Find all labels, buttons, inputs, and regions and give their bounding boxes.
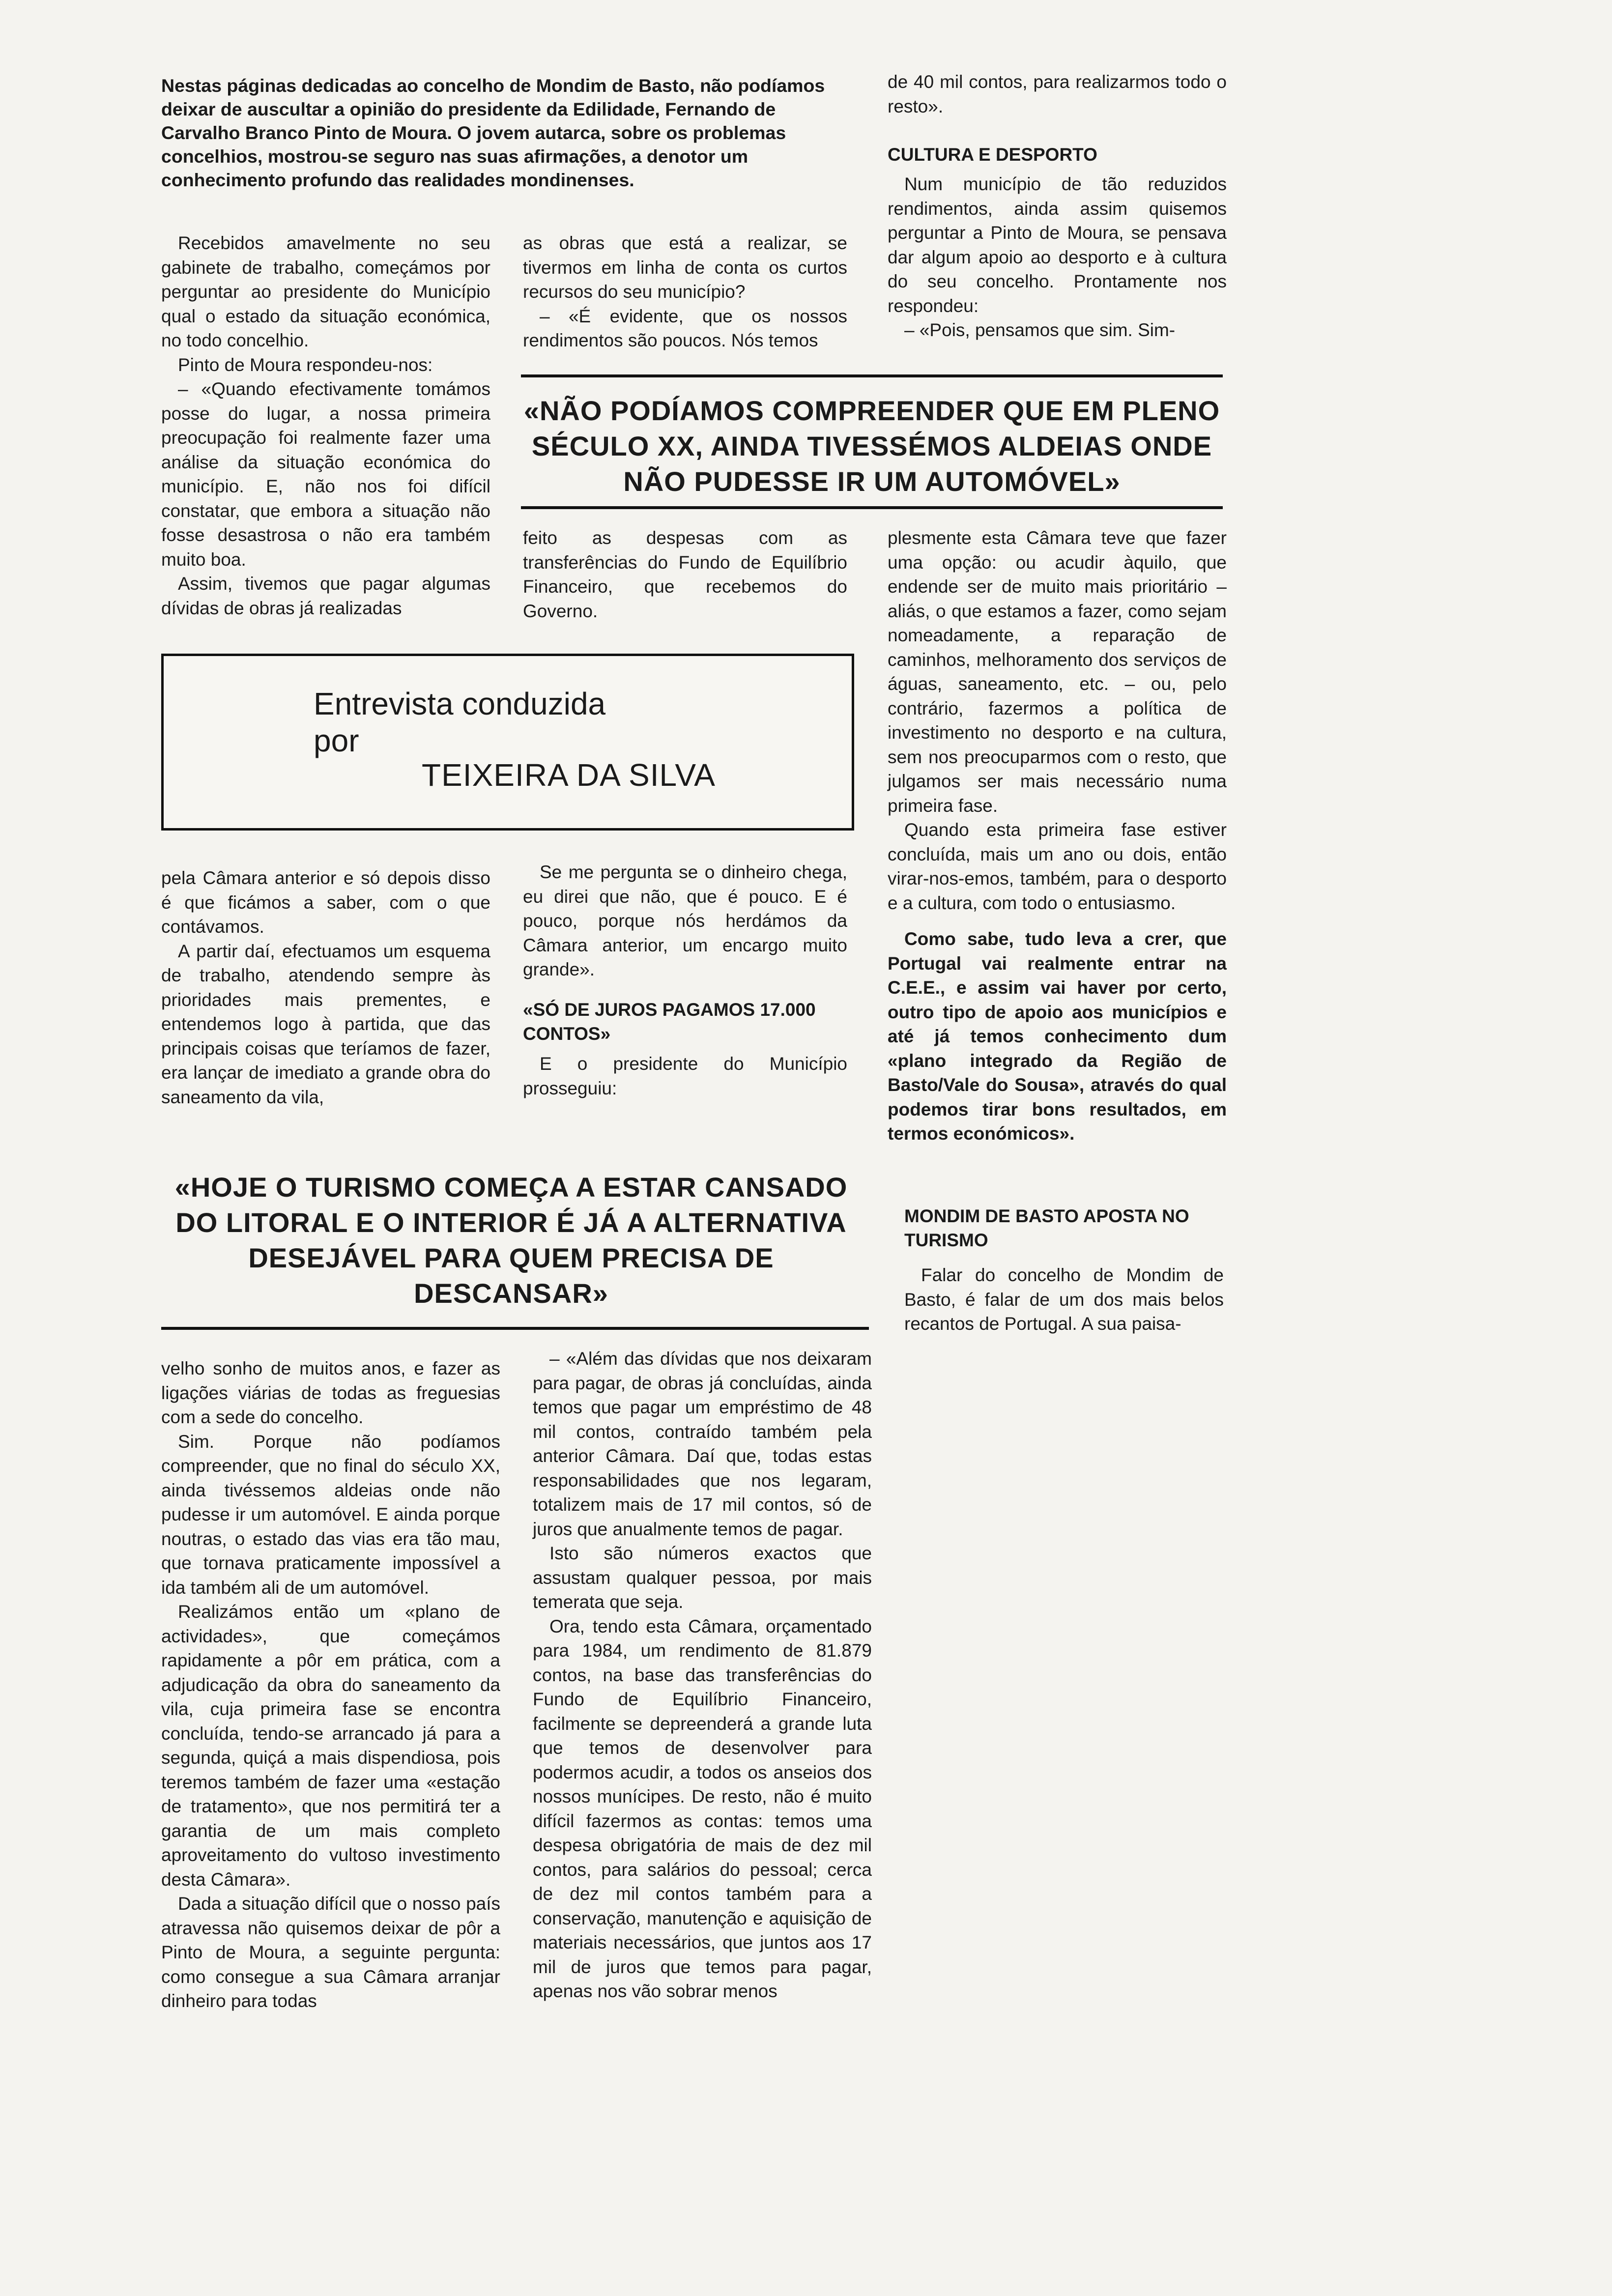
rule-bottom-quote-2 bbox=[161, 1327, 869, 1330]
column-3-cultura bbox=[888, 172, 1227, 343]
paragraph: – «Quando efectivamente tomámos posse do lugar, a nossa primeira preocupação foi realmente fazer uma análise da situação económica do município. E, não nos foi difícil constatar, que embora a situação não fosse desastrosa o não era também muito boa. bbox=[161, 379, 490, 570]
column-2-juros bbox=[523, 1052, 847, 1100]
pullquote-2: «HOJE O TURISMO COMEÇA A ESTAR CANSADO DO LITORAL E O INTERIOR É JÁ A ALTERNATIVA DESEJÁVEL PARA QUEM PRECISA DE DESCANSAR» bbox=[174, 1172, 848, 1309]
paragraph: plesmente esta Câmara teve que fazer uma opção: ou acudir àquilo, que endende ser de muito mais prioritário – aliás, o que estamos a fazer, como sejam nomeadamente, a reparação de caminhos, melhoramento dos serviços de águas, saneamento, etc. – ou, pelo contrário, fazermos a política de investimento no desporto e na cultura, sem nos preocuparmos com o resto, que julgamos ser mais necessário numa primeira fase. bbox=[888, 528, 1227, 816]
paragraph: Sim. Porque não podíamos compreender, que no final do século XX, ainda tivéssemos aldeias onde não pudesse ir um automóvel. E ainda porque noutras, o estado das vias era tão mau, que tornava praticamente impossível a ida também ali de um automóvel. bbox=[161, 1431, 500, 1598]
credit-author: TEIXEIRA DA SILVA bbox=[422, 757, 716, 793]
column-1-bottom bbox=[161, 1356, 500, 2013]
paragraph: feito as despesas com as transferências do Fundo de Equilíbrio Financeiro, que recebemos do Governo. bbox=[523, 528, 847, 621]
paragraph: – «Pois, pensamos que sim. Sim- bbox=[904, 320, 1176, 340]
rule-bottom-quote-1 bbox=[521, 506, 1223, 509]
subhead-juros bbox=[523, 998, 847, 1046]
column-2-bottom bbox=[533, 1347, 872, 2004]
paragraph: A partir daí, efectuamos um esquema de trabalho, atendendo sempre às prioridades mais prementes, e entendemos logo à partida, que das principais coisas que teríamos de fazer, era lançar de imediato a grande obra do saneamento da vila, bbox=[161, 941, 490, 1107]
pullquote-1: «NÃO PODÍAMOS COMPREENDER QUE EM PLENO SÉCULO XX, AINDA TIVESSÉMOS ALDEIAS ONDE NÃO PUDESSE IR UM AUTOMÓVEL» bbox=[523, 395, 1220, 497]
subhead-turismo bbox=[904, 1204, 1224, 1252]
credit-box bbox=[161, 654, 854, 831]
intro-lead: Nestas páginas dedicadas ao concelho de Mondim de Basto, não podíamos deixar de auscultar a opinião do presidente da Edilidade, Fernando de Carvalho Branco Pinto de Moura. O jovem autarca, sobre os problemas concelhios, mostrou-se seguro nas suas afirmações, a denotor um conhecimento profundo das realidades mondinenses. bbox=[161, 75, 825, 190]
paragraph: Realizámos então um «plano de actividades», que começámos rapidamente a pôr em prática, com a adjudicação da obra do saneamento da vila, cuja primeira fase se encontra concluída, tendo-se arrancado já para a segunda, quiçá a mais dispendiosa, pois teremos também de fazer uma «estação de tratamento», que nos permitirá ter a garantia de um mais completo aproveitamento do vultoso investimento desta Câmara». bbox=[161, 1602, 500, 1890]
paragraph: – «Além das dívidas que nos deixaram para pagar, de obras já concluídas, ainda temos que pagar um empréstimo de 48 mil contos, contraído também pela anterior Câmara. Daí que, todas estas responsabilidades que nos legaram, totalizem mais de 17 mil contos, só de juros que anualmente temos de pagar. bbox=[533, 1349, 872, 1539]
column-3-top bbox=[888, 70, 1227, 118]
column-1-top bbox=[161, 231, 490, 620]
paragraph: Quando esta primeira fase estiver concluída, mais um ano ou dois, então virar-nos-emos, também, para o desporto e a cultura, com todo o entusiasmo. bbox=[888, 820, 1227, 913]
rule-top-quote-1 bbox=[521, 374, 1223, 377]
paragraph: Como sabe, tudo leva a crer, que Portugal vai realmente entrar na C.E.E., e assim vai haver por certo, outro tipo de apoio aos municípios e até já temos conhecimento dum «plano integrado da Região de Basto/Vale do Sousa», através do qual podemos tirar bons resultados, em termos económicos». bbox=[888, 929, 1227, 1144]
paragraph: pela Câmara anterior e só depois disso é que ficámos a saber, com o que contávamos. bbox=[161, 868, 490, 937]
column-2-lower bbox=[523, 860, 847, 982]
paragraph: E o presidente do Município prosseguiu: bbox=[523, 1054, 847, 1098]
paragraph: Dada a situação difícil que o nosso país atravessa não quisemos deixar de pôr a Pinto de Moura, a seguinte pergunta: como consegue a sua Câmara arranjar dinheiro para todas bbox=[161, 1894, 500, 2011]
paragraph: Assim, tivemos que pagar algumas dívidas de obras já realizadas bbox=[161, 574, 490, 618]
paragraph: Se me pergunta se o dinheiro chega, eu direi que não, que é pouco. E é pouco, porque nós herdámos da Câmara anterior, um encargo muito grande». bbox=[523, 862, 847, 979]
paragraph: velho sonho de muitos anos, e fazer as ligações viárias de todas as freguesias com a sede do concelho. bbox=[161, 1358, 500, 1427]
subhead-cultura bbox=[888, 143, 1227, 167]
paragraph: Ora, tendo esta Câmara, orçamentado para 1984, um rendimento de 81.879 contos, na base das transferências do Fundo de Equilíbrio Financeiro, facilmente se depreenderá a grande luta que temos de desenvolver para podermos acudir, a todos os anseios dos nossos munícipes. De resto, não é muito difícil fazermos as contas: temos uma despesa obrigatória de mais de dez mil contos, para salários do pessoal; cerca de dez mil contos também para a conservação, manutenção e aquisição de materiais necessários, que juntos aos 17 mil de juros que temos para pagar, apenas nos vão sobrar menos bbox=[533, 1616, 872, 2001]
paragraph: Isto são números exactos que assustam qualquer pessoa, por mais temerata que seja. bbox=[533, 1543, 872, 1612]
subhead-text: CULTURA E DESPORTO bbox=[888, 144, 1097, 165]
paragraph: as obras que está a realizar, se tivermos em linha de conta os curtos recursos do seu município? bbox=[523, 233, 847, 302]
column-2-top bbox=[523, 231, 847, 353]
credit-line-1: Entrevista conduzida bbox=[314, 686, 606, 721]
paragraph: Num município de tão reduzidos rendimentos, ainda assim quisemos perguntar a Pinto de Moura, se pensava dar algum apoio ao desporto e à cultura do seu concelho. Prontamente nos respondeu: bbox=[888, 174, 1227, 316]
column-1-mid bbox=[161, 866, 490, 1109]
credit-line-2: por bbox=[314, 723, 359, 758]
subhead-text: «SÓ DE JUROS PAGAMOS 17.000 CONTOS» bbox=[523, 1000, 816, 1044]
paragraph: Falar do concelho de Mondim de Basto, é falar de um dos mais belos recantos de Portugal. A sua paisa- bbox=[904, 1265, 1224, 1334]
column-2-mid bbox=[523, 526, 847, 623]
paragraph: Pinto de Moura respondeu-nos: bbox=[178, 354, 433, 375]
paragraph: Recebidos amavelmente no seu gabinete de trabalho, começámos por perguntar ao presidente do Município qual o estado da situação económica, no todo concelhio. bbox=[161, 233, 490, 350]
column-3-mid bbox=[888, 526, 1227, 1146]
paragraph: de 40 mil contos, para realizarmos todo o resto». bbox=[888, 72, 1227, 116]
column-3-turismo bbox=[904, 1263, 1224, 1336]
paragraph: – «É evidente, que os nossos rendimentos são poucos. Nós temos bbox=[523, 306, 847, 350]
subhead-text: MONDIM DE BASTO APOSTA NO TURISMO bbox=[904, 1206, 1189, 1250]
